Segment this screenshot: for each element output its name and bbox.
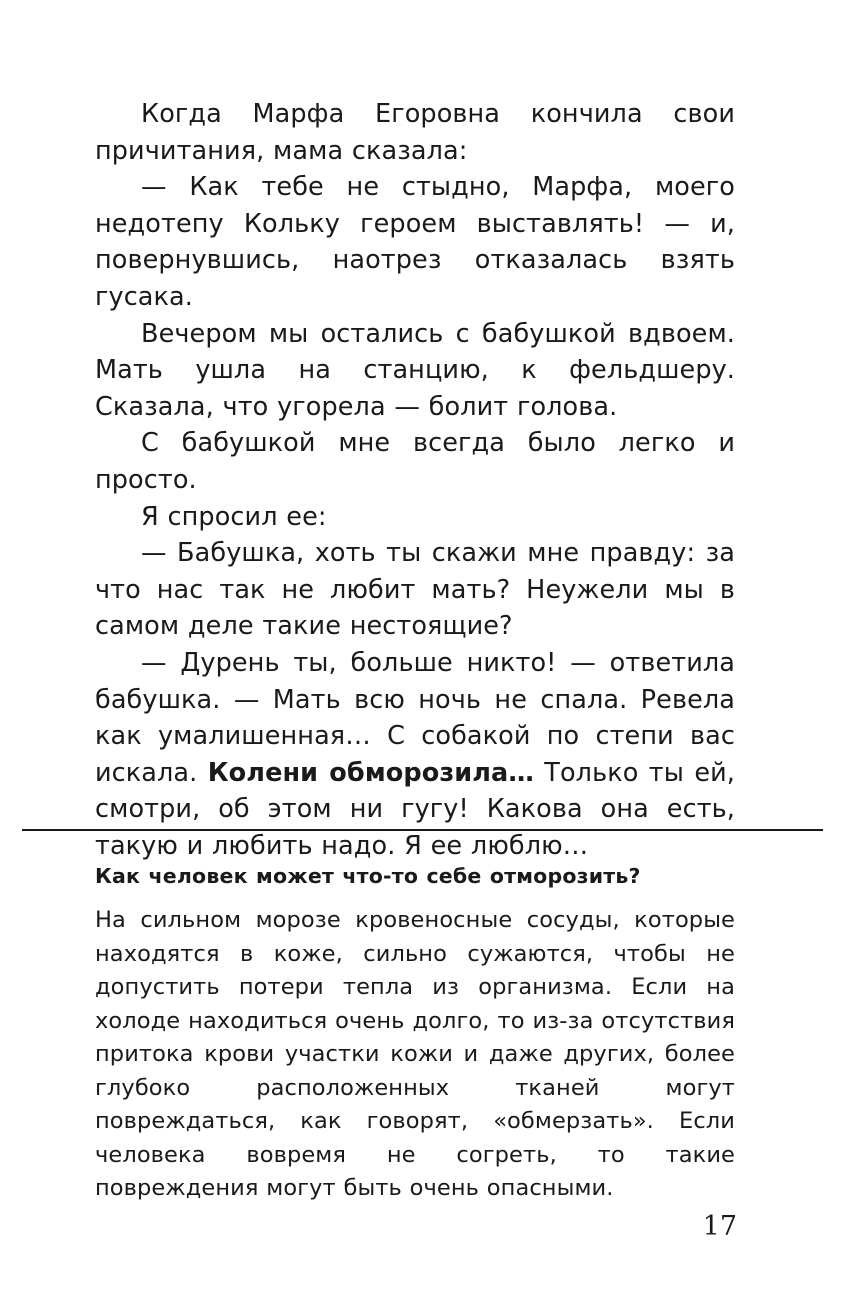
section-divider: [22, 829, 823, 831]
fact-box-heading: Как человек может что-то себе отморозить?: [95, 864, 641, 888]
story-paragraph-6: — Бабушка, хоть ты скажи мне правду: за что нас так не любит мать? Неужели мы в самом деле такие нестоящие?: [95, 538, 735, 642]
story-paragraph-4: С бабушкой мне всегда было легко и просто.: [95, 428, 735, 495]
fact-box: [95, 862, 735, 1206]
page-number: 17: [702, 1211, 737, 1242]
story-paragraph-3: Вечером мы остались с бабушкой вдвоем. Мать ушла на станцию, к фельдшеру. Сказала, что угорела — болит голова.: [95, 318, 735, 422]
fact-box-body: На сильном морозе кровеносные сосуды, которые находятся в коже, сильно сужаются, чтобы не допустить потери тепла из организма. Если на холоде находиться очень долго, то из-за отсутствия притока крови участки кожи и даже других, более глубоко расположенных тканей могут повреждаться, как говорят, «обмерзать». Если человека вовремя не согреть, то такие повреждения могут быть очень опасными.: [95, 907, 735, 1201]
story-paragraph-7: [95, 645, 735, 865]
story-paragraph-7-lead: — Дурень ты, больше никто! — ответила бабушка. — Мать всю ночь не спала. Ревела как умалишенная… С собакой по степи вас искала.: [95, 647, 735, 788]
story-paragraph-1: Когда Марфа Егоровна кончила свои причитания, мама сказала:: [95, 99, 735, 166]
story-text-block: [95, 96, 735, 864]
story-paragraph-2: — Как тебе не стыдно, Марфа, моего недотепу Кольку героем выставлять! — и, повернувшись, наотрез отказалась взять гусака.: [95, 172, 735, 312]
story-paragraph-7-tail: Только ты ей, смотри, об этом ни гугу! Какова она есть, такую и любить надо. Я ее люблю…: [95, 757, 735, 861]
story-paragraph-5: Я спросил ее:: [141, 501, 327, 532]
story-paragraph-7-emphasis: Колени обморозила…: [207, 757, 534, 788]
